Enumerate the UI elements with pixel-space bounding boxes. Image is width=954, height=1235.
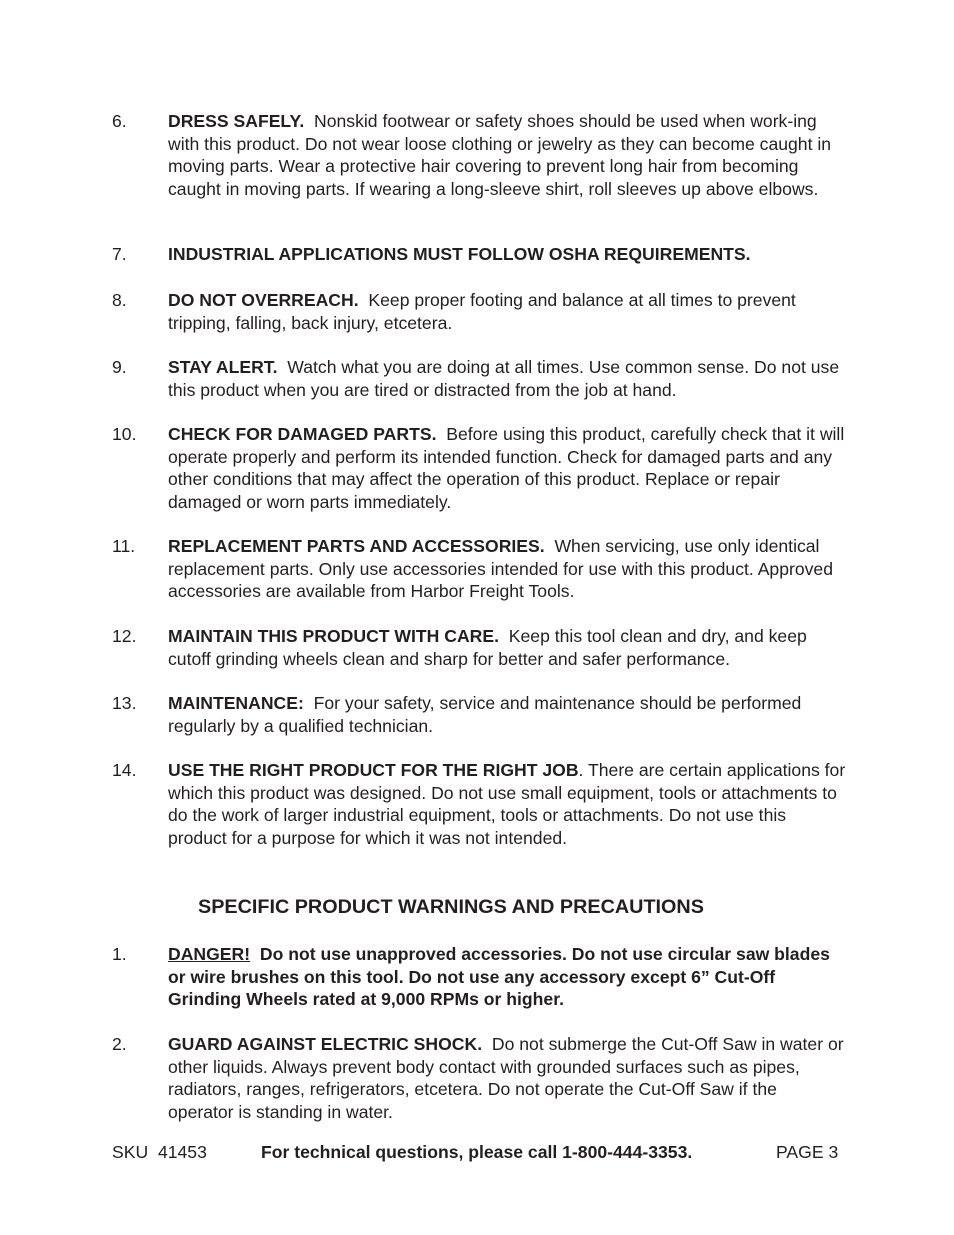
item-body — [168, 692, 847, 737]
item-title: MAINTENANCE: — [168, 693, 304, 713]
item-number: 14. — [112, 760, 137, 780]
item-body — [168, 535, 847, 603]
footer-support-line: For technical questions, please call 1-800-444-3353. — [261, 1142, 693, 1162]
danger-label: DANGER! — [168, 944, 251, 964]
item-body — [168, 356, 847, 401]
item-body — [168, 243, 847, 266]
item-text: . There are certain applications for which this product was designed. Do not use small equipment, tools or attachments to do the work of larger industrial equipment, tools or attachments. Do not use this product for a purpose for which it was not intended. — [168, 760, 846, 848]
item-text: Before using this product, carefully check that it will operate properly and perform its intended function. Check for damaged parts and any other conditions that may affect the operation of this product. Replace or repair damaged or worn parts immediately. — [168, 424, 845, 512]
item-body — [168, 625, 847, 670]
item-title: DO NOT OVERREACH. — [168, 290, 359, 310]
item-body — [168, 1033, 847, 1123]
item-number: 12. — [112, 626, 137, 646]
item-text: Nonskid footwear or safety shoes should be used when work-ing with this product. Do not wear loose clothing or jewelry as they can become caught in moving parts. Wear a protective hair covering to prevent long hair from becoming caught in moving parts. If wearing a long-sleeve shirt, roll sleeves up above elbows. — [168, 111, 832, 199]
item-body — [168, 943, 847, 1011]
item-body — [168, 423, 847, 513]
item-title: INDUSTRIAL APPLICATIONS MUST FOLLOW OSHA REQUIREMENTS. — [168, 244, 751, 264]
item-text: Do not use unapproved accessories. Do not use circular saw blades or wire brushes on this tool. Do not use any accessory except 6” Cut-Off Grinding Wheels rated at 9,000 RPMs or higher. — [168, 944, 830, 1009]
item-title: STAY ALERT. — [168, 357, 278, 377]
section-heading: SPECIFIC PRODUCT WARNINGS AND PRECAUTIONS — [198, 896, 704, 918]
item-number: 10. — [112, 424, 137, 444]
item-number: 7. — [112, 244, 127, 264]
item-title: REPLACEMENT PARTS AND ACCESSORIES. — [168, 536, 545, 556]
footer-page-number: PAGE 3 — [776, 1142, 839, 1162]
item-title: GUARD AGAINST ELECTRIC SHOCK. — [168, 1034, 483, 1054]
item-title: CHECK FOR DAMAGED PARTS. — [168, 424, 437, 444]
item-body — [168, 110, 847, 200]
item-text: For your safety, service and maintenance should be performed regularly by a qualified technician. — [168, 693, 802, 736]
item-number: 11. — [112, 536, 136, 556]
footer-sku: SKU 41453 — [112, 1142, 207, 1162]
item-number: 1. — [112, 944, 127, 964]
item-body — [168, 759, 847, 849]
item-number: 6. — [112, 111, 127, 131]
item-text: When servicing, use only identical replacement parts. Only use accessories intended for use with this product. Approved accessories are available from Harbor Freight Tools. — [168, 536, 834, 601]
item-text: Do not submerge the Cut-Off Saw in water or other liquids. Always prevent body contact with grounded surfaces such as pipes, radiators, ranges, refrigerators, etcetera. Do not operate the Cut-Off Saw if the operator is standing in water. — [168, 1034, 844, 1122]
item-number: 9. — [112, 357, 127, 377]
item-number: 8. — [112, 290, 127, 310]
item-title: DRESS SAFELY. — [168, 111, 305, 131]
item-title: MAINTAIN THIS PRODUCT WITH CARE. — [168, 626, 499, 646]
item-text: Watch what you are doing at all times. Use common sense. Do not use this product when you are tired or distracted from the job at hand. — [168, 357, 840, 400]
item-text: Keep this tool clean and dry, and keep cutoff grinding wheels clean and sharp for better and safer performance. — [168, 626, 807, 669]
item-text: Keep proper footing and balance at all times to prevent tripping, falling, back injury, etcetera. — [168, 290, 796, 333]
item-body — [168, 289, 847, 334]
item-title: USE THE RIGHT PRODUCT FOR THE RIGHT JOB — [168, 760, 579, 780]
item-number: 13. — [112, 693, 137, 713]
item-number: 2. — [112, 1034, 127, 1054]
